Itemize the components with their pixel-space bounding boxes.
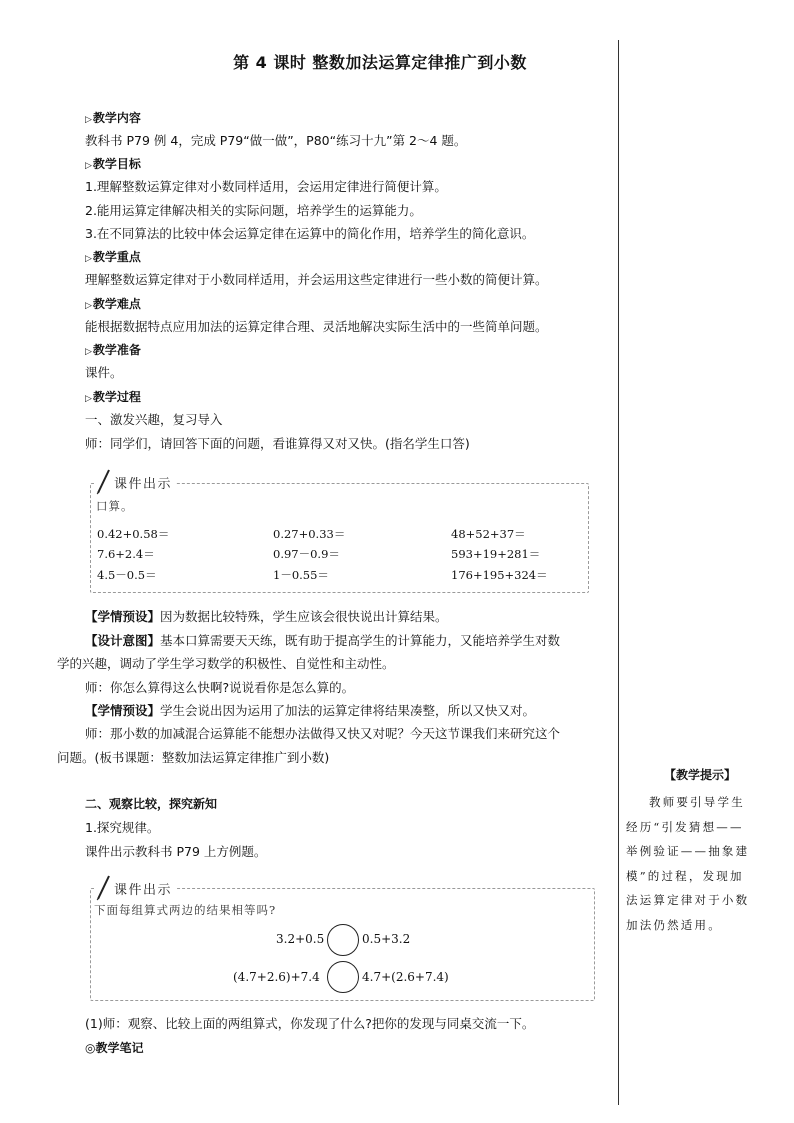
notes-head: ◎教学笔记 xyxy=(85,1041,144,1055)
triangle-icon: ▷ xyxy=(85,301,92,311)
courseware-tag-1: 课件出示 xyxy=(94,473,176,492)
goal-2: 2.能用运算定律解决相关的实际问题，培养学生的运算能力。 xyxy=(85,203,422,218)
prep-text: 课件。 xyxy=(85,365,123,380)
paragraph-4: 【学情预设】学生会说出因为运用了加法的运算定律将结果凑整，所以又快又对。 xyxy=(85,703,536,718)
goal-3: 3.在不同算法的比较中体会运算定律在运算中的简化作用，培养学生的简化意识。 xyxy=(85,226,535,241)
triangle-icon: ▷ xyxy=(85,254,92,264)
page-title: 第 4 课时 整数加法运算定律推广到小数 xyxy=(233,53,527,72)
calc-item: 48+52+37＝ xyxy=(451,527,526,541)
courseware-tag-2: 课件出示 xyxy=(94,879,176,898)
pen-icon xyxy=(94,875,112,901)
paragraph-5-cont: 问题。(板书课题：整数加法运算定律推广到小数) xyxy=(57,750,330,765)
calc-item: 0.97－0.9＝ xyxy=(273,547,340,561)
step1-title: 一、激发兴趣，复习导入 xyxy=(85,412,223,427)
triangle-icon: ▷ xyxy=(85,347,92,357)
calc-item: 0.42+0.58＝ xyxy=(97,527,170,541)
paragraph-3: 师：你怎么算得这么快啊?说说看你是怎么算的。 xyxy=(85,680,355,695)
key-text: 理解整数运算定律对于小数同样适用，并会运用这些定律进行一些小数的简便计算。 xyxy=(85,272,548,287)
step1-teacher: 师：同学们，请回答下面的问题，看谁算得又对又快。(指名学生口答) xyxy=(85,436,470,451)
difficulty-text: 能根据数据特点应用加法的运算定律合理、灵活地解决实际生活中的一些简单问题。 xyxy=(85,319,548,334)
calc-item: 7.6+2.4＝ xyxy=(97,547,155,561)
calc-item: 176+195+324＝ xyxy=(451,568,548,582)
step2-item-2: 课件出示教科书 P79 上方例题。 xyxy=(85,844,267,859)
pen-icon xyxy=(94,469,112,495)
triangle-icon: ▷ xyxy=(85,161,92,171)
margin-divider xyxy=(618,40,619,1105)
section-head-content: ▷教学内容 xyxy=(85,111,141,125)
content-text: 教科书 P79 例 4，完成 P79“做一做”，P80“练习十九”第 2～4 题。 xyxy=(85,133,467,148)
calc-item: 4.5－0.5＝ xyxy=(97,568,157,582)
box2-note: 下面每组算式两边的结果相等吗? xyxy=(94,903,277,917)
section-head-difficulty: ▷教学难点 xyxy=(85,297,141,311)
triangle-icon: ▷ xyxy=(85,394,92,404)
sidebar-title: 【教学提示】 xyxy=(663,768,736,782)
equation-right: 4.7+(2.6+7.4) xyxy=(362,970,449,984)
calc-item: 1－0.55＝ xyxy=(273,568,329,582)
sidebar-text: 教师要引导学生经历“引发猜想——举例验证——抽象建模”的过程，发现加法运算定律对于小数加法仍然适用。 xyxy=(626,795,750,932)
section-head-key: ▷教学重点 xyxy=(85,250,141,264)
question-1: (1)师：观察、比较上面的两组算式，你发现了什么?把你的发现与同桌交流一下。 xyxy=(85,1016,535,1031)
equation-left: 3.2+0.5 xyxy=(276,932,325,946)
triangle-icon: ▷ xyxy=(85,115,92,125)
step2-title: 二、观察比较，探究新知 xyxy=(85,797,218,811)
compare-circle xyxy=(327,924,359,956)
section-head-prep: ▷教学准备 xyxy=(85,343,141,357)
goal-1: 1.理解整数运算定律对小数同样适用，会运用定律进行简便计算。 xyxy=(85,179,447,194)
calc-item: 593+19+281＝ xyxy=(451,547,541,561)
paragraph-1: 【学情预设】因为数据比较特殊，学生应该会很快说出计算结果。 xyxy=(85,609,448,624)
equation-right: 0.5+3.2 xyxy=(362,932,411,946)
paragraph-2: 【设计意图】基本口算需要天天练，既有助于提高学生的计算能力，又能培养学生对数 xyxy=(85,633,561,648)
paragraph-2-cont: 学的兴趣，调动了学生学习数学的积极性、自觉性和主动性。 xyxy=(57,656,395,671)
calc-item: 0.27+0.33＝ xyxy=(273,527,346,541)
box1-note: 口算。 xyxy=(96,499,134,513)
paragraph-5: 师：那小数的加减混合运算能不能想办法做得又快又对呢？今天这节课我们来研究这个 xyxy=(85,726,561,741)
equation-left: (4.7+2.6)+7.4 xyxy=(233,970,320,984)
section-head-goals: ▷教学目标 xyxy=(85,157,141,171)
compare-circle xyxy=(327,961,359,993)
section-head-process: ▷教学过程 xyxy=(85,390,141,404)
step2-item-1: 1.探究规律。 xyxy=(85,820,160,835)
